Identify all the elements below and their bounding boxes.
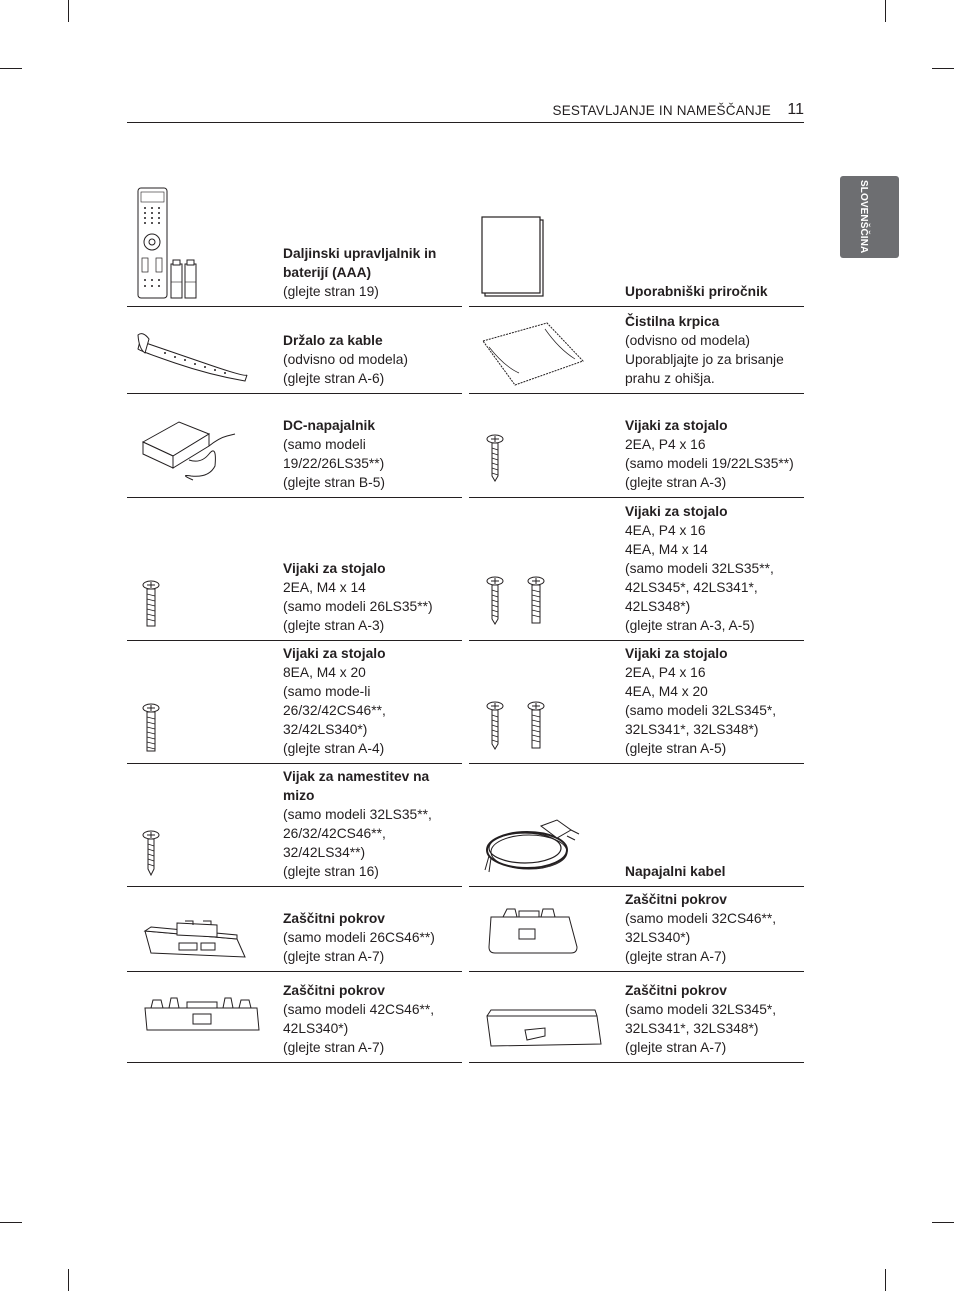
protective-cover-icon xyxy=(127,972,277,1062)
item-title: Zaščitni pokrov xyxy=(283,911,385,926)
accessory-item xyxy=(469,887,804,972)
item-detail: (glejte stran A-4) xyxy=(283,741,385,756)
item-title: Zaščitni pokrov xyxy=(625,983,727,998)
item-detail: (glejte stran A-3) xyxy=(283,618,385,633)
page-header xyxy=(127,100,804,123)
crop-mark xyxy=(932,1222,954,1223)
item-detail: (samo modeli 26LS35**) xyxy=(283,599,433,614)
cable-holder-icon xyxy=(127,307,277,393)
item-detail: (glejte stran A-3, A-5) xyxy=(625,618,755,633)
crop-mark xyxy=(0,1222,22,1223)
screw-pair-icon xyxy=(469,641,619,763)
cleaning-cloth-icon xyxy=(469,307,619,393)
item-detail: (glejte stran A-5) xyxy=(625,741,727,756)
item-detail: Uporabljajte jo za brisanje prahu z ohišja. xyxy=(625,352,784,386)
item-detail: (glejte stran 16) xyxy=(283,864,379,879)
crop-mark xyxy=(0,68,22,69)
item-title: Držalo za kable xyxy=(283,333,383,348)
item-title: Vijaki za stojalo xyxy=(283,646,386,661)
item-detail: (glejte stran A-7) xyxy=(625,949,727,964)
item-detail: (samo modeli 26CS46**) xyxy=(283,930,435,945)
item-title: Uporabniški priročnik xyxy=(625,284,768,299)
accessory-item xyxy=(127,394,462,498)
item-title: Čistilna krpica xyxy=(625,314,720,329)
remote-control-icon xyxy=(127,180,277,306)
item-detail: (samo modeli 32LS35**, 42LS345*, 42LS341*, 42LS348*) xyxy=(625,561,774,614)
item-detail: 8EA, M4 x 20 xyxy=(283,665,366,680)
accessory-item xyxy=(469,972,804,1063)
item-title: Zaščitni pokrov xyxy=(283,983,385,998)
language-label: SLOVENŠČINA xyxy=(858,180,869,254)
crop-mark xyxy=(885,0,886,22)
item-title: Vijaki za stojalo xyxy=(625,646,728,661)
accessory-item xyxy=(469,307,804,394)
accessory-item xyxy=(127,764,462,887)
section-title: SESTAVLJANJE IN NAMEŠČANJE xyxy=(552,103,771,118)
item-detail: (samo modeli 32LS35**, 26/32/42CS46**, 32/42LS34**) xyxy=(283,807,432,860)
item-detail: (samo modeli 32LS345*, 32LS341*, 32LS348*) xyxy=(625,1002,777,1036)
screw-icon xyxy=(127,641,277,763)
protective-cover-icon xyxy=(127,887,277,971)
item-title: Daljinski upravljalnik in baterijí (AAA) xyxy=(283,246,437,280)
crop-mark xyxy=(885,1269,886,1291)
accessory-item xyxy=(127,498,462,641)
item-title: Vijaki za stojalo xyxy=(625,418,728,433)
accessory-item xyxy=(469,180,804,307)
item-detail: (glejte stran B-5) xyxy=(283,475,385,490)
item-detail: 2EA, M4 x 14 xyxy=(283,580,366,595)
page-number: 11 xyxy=(787,101,804,118)
item-detail: (odvisno od modela) xyxy=(625,333,751,348)
item-detail: (samo modeli 19/22LS35**) xyxy=(625,456,794,471)
item-detail: 2EA, P4 x 16 xyxy=(625,665,706,680)
screw-icon xyxy=(127,498,277,640)
screw-pair-icon xyxy=(469,498,619,640)
item-detail: (samo modeli 42CS46**, 42LS340*) xyxy=(283,1002,435,1036)
item-detail: (glejte stran A-7) xyxy=(283,949,385,964)
power-cable-icon xyxy=(469,764,619,886)
crop-mark xyxy=(932,68,954,69)
accessory-item xyxy=(469,641,804,764)
item-detail: (glejte stran A-6) xyxy=(283,371,385,386)
accessory-item xyxy=(469,764,804,887)
protective-cover-icon xyxy=(469,972,619,1062)
item-detail: (glejte stran A-3) xyxy=(625,475,727,490)
item-detail: 4EA, M4 x 20 xyxy=(625,684,708,699)
item-detail: (glejte stran 19) xyxy=(283,284,379,299)
crop-mark xyxy=(68,1269,69,1291)
screw-icon xyxy=(127,764,277,886)
crop-mark xyxy=(68,0,69,22)
item-title: Napajalni kabel xyxy=(625,864,726,879)
accessory-item xyxy=(127,180,462,307)
dc-adapter-icon xyxy=(127,394,277,497)
item-detail: (samo modeli 32LS345*, 32LS341*, 32LS348*) xyxy=(625,703,777,737)
accessory-item xyxy=(127,307,462,394)
item-detail: (glejte stran A-7) xyxy=(625,1040,727,1055)
item-detail: (samo mode-li 26/32/42CS46**, 32/42LS340*) xyxy=(283,684,386,737)
item-detail: 4EA, P4 x 16 xyxy=(625,523,706,538)
item-title: Vijaki za stojalo xyxy=(283,561,386,576)
item-detail: 2EA, P4 x 16 xyxy=(625,437,706,452)
accessory-item xyxy=(127,641,462,764)
item-detail: (glejte stran A-7) xyxy=(283,1040,385,1055)
screw-icon xyxy=(469,394,619,497)
protective-cover-icon xyxy=(469,887,619,971)
item-detail: (odvisno od modela) xyxy=(283,352,409,367)
item-detail: (samo modeli 19/22/26LS35**) xyxy=(283,437,385,471)
language-tab xyxy=(840,176,899,258)
item-title: Vijak za namestitev na mizo xyxy=(283,769,430,803)
accessory-item xyxy=(127,972,462,1063)
item-detail: 4EA, M4 x 14 xyxy=(625,542,708,557)
manual-icon xyxy=(469,180,619,306)
item-detail: (samo modeli 32CS46**, 32LS340*) xyxy=(625,911,777,945)
accessory-item xyxy=(469,394,804,498)
item-title: Zaščitni pokrov xyxy=(625,892,727,907)
item-title: DC-napajalnik xyxy=(283,418,375,433)
accessory-item xyxy=(469,498,804,641)
accessory-item xyxy=(127,887,462,972)
item-title: Vijaki za stojalo xyxy=(625,504,728,519)
